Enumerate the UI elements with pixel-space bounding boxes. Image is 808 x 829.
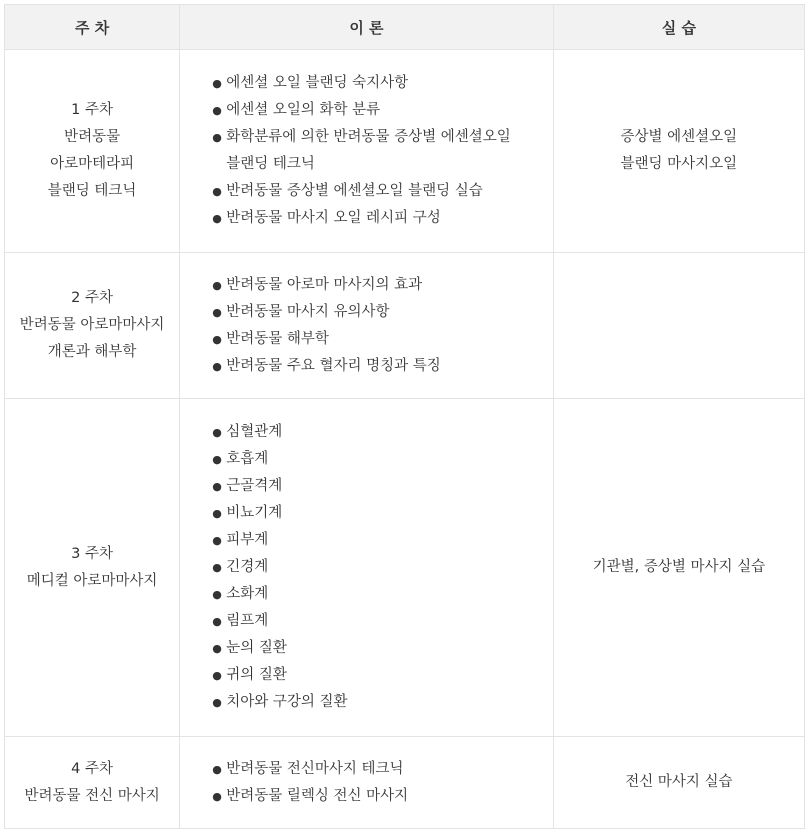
bullet-icon: ●: [212, 185, 222, 198]
theory-list: [180, 70, 544, 232]
topic-text: 반려동물 릴렉싱 전신 마사지: [226, 787, 409, 804]
list-item: [212, 635, 544, 662]
topic-text: 귀의 질환: [226, 667, 287, 683]
theory-cell: [180, 737, 553, 829]
table-body: [5, 50, 805, 829]
practice-cell: [553, 50, 804, 253]
bullet-icon: ●: [212, 762, 222, 776]
bullet-icon: ●: [212, 278, 222, 292]
list-item: [212, 178, 544, 205]
week-title-line: 블랜딩 테크닉: [47, 183, 137, 199]
theory-list: [180, 272, 544, 380]
header-week: 주 차: [5, 5, 180, 50]
topic-text: 반려동물 전신마사지 테크닉: [226, 760, 404, 777]
week-title-line: 반려동물 전신 마사지: [24, 787, 160, 804]
week-title-line: 아로마테라피: [50, 156, 135, 172]
practice-cell: [553, 737, 804, 829]
list-item: [212, 473, 544, 500]
topic-text: 반려동물 주요 혈자리 명칭과 특징: [226, 357, 441, 374]
list-item: [212, 272, 544, 299]
topic-text: 눈의 질환: [226, 640, 287, 656]
topic-text: 반려동물 해부학: [226, 330, 329, 347]
list-item: [212, 205, 544, 232]
curriculum-table: [4, 4, 805, 829]
topic-text: 반려동물 마사지 유의사항: [226, 303, 390, 320]
bullet-icon: ●: [212, 507, 222, 520]
bullet-icon: ●: [212, 426, 222, 439]
list-item: [212, 783, 544, 810]
topic-text: 소화계: [226, 586, 269, 602]
list-item: [212, 446, 544, 473]
week-cell: [5, 399, 180, 737]
week-label: 2 주차: [71, 290, 114, 306]
week-title-line: 반려동물: [64, 129, 121, 145]
practice-cell: [553, 399, 804, 737]
list-item: [212, 97, 544, 124]
bullet-icon: ●: [212, 359, 222, 373]
practice-line: 증상별 에센셜오일: [620, 129, 738, 145]
theory-cell: [180, 399, 553, 737]
practice-cell: [553, 253, 804, 399]
list-item: [212, 608, 544, 635]
bullet-icon: ●: [212, 131, 222, 144]
week-label: 3 주차: [71, 545, 114, 562]
topic-text: 반려동물 증상별 에센셜오일 블랜딩 실습: [226, 183, 483, 199]
list-item: [212, 554, 544, 581]
theory-list: [180, 419, 544, 716]
topic-text: 긴경계: [226, 559, 269, 575]
bullet-icon: ●: [212, 332, 222, 346]
list-item: [212, 299, 544, 326]
list-item: [212, 326, 544, 353]
week-title-line: 반려동물 아로마마사지: [19, 317, 165, 333]
bullet-icon: ●: [212, 104, 222, 117]
topic-text: 에센셜 오일 블랜딩 숙지사항: [226, 75, 409, 91]
theory-cell: [180, 50, 553, 253]
topic-text: 에센셜 오일의 화학 분류: [226, 102, 381, 118]
theory-list: [180, 756, 544, 810]
topic-text: 화학분류에 의한 반려동물 증상별 에센셜오일: [226, 129, 511, 145]
table-row: [5, 253, 805, 399]
bullet-icon: ●: [212, 305, 222, 319]
topic-text: 블랜딩 테크닉: [226, 156, 315, 172]
table-row: [5, 737, 805, 829]
bullet-icon: ●: [212, 212, 222, 225]
topic-text: 심혈관계: [226, 424, 283, 440]
week-title-line: 메디컬 아로마마사지: [26, 572, 158, 589]
bullet-icon: ●: [212, 480, 222, 493]
bullet-icon: ●: [212, 77, 222, 90]
bullet-icon: ●: [212, 696, 222, 709]
list-item: [212, 689, 544, 716]
bullet-icon: ●: [212, 789, 222, 803]
week-cell: [5, 737, 180, 829]
list-item: [212, 353, 544, 380]
bullet-icon: ●: [212, 588, 222, 601]
week-label: 1 주차: [71, 102, 114, 118]
topic-text: 피부계: [226, 532, 269, 548]
list-item: [212, 662, 544, 689]
theory-cell: [180, 253, 553, 399]
topic-text: 반려동물 마사지 오일 레시피 구성: [226, 210, 441, 226]
topic-text: 근골격계: [226, 478, 283, 494]
bullet-icon: ●: [212, 669, 222, 682]
header-theory: 이 론: [180, 5, 553, 50]
bullet-icon: ●: [212, 642, 222, 655]
list-item: [212, 527, 544, 554]
topic-text: 호흡계: [226, 451, 269, 467]
topic-text: 림프계: [226, 613, 269, 629]
topic-text: 비뇨기계: [226, 505, 283, 521]
table-row: [5, 50, 805, 253]
week-cell: [5, 253, 180, 399]
practice-line: 전신 마사지 실습: [625, 774, 733, 790]
week-title-line: 개론과 해부학: [47, 344, 137, 360]
list-item: [212, 581, 544, 608]
topic-text: 치아와 구강의 질환: [226, 694, 348, 710]
list-item: [212, 124, 544, 178]
table-row: [5, 399, 805, 737]
week-cell: [5, 50, 180, 253]
practice-line: 블랜딩 마사지오일: [620, 156, 738, 172]
bullet-icon: ●: [212, 615, 222, 628]
list-item: [212, 756, 544, 783]
header-practice: 실 습: [553, 5, 804, 50]
header-row: [5, 5, 805, 50]
bullet-icon: ●: [212, 453, 222, 466]
list-item: [212, 500, 544, 527]
list-item: [212, 419, 544, 446]
table-header: [5, 5, 805, 50]
bullet-icon: ●: [212, 561, 222, 574]
bullet-icon: ●: [212, 534, 222, 547]
practice-line: 기관별, 증상별 마사지 실습: [592, 559, 766, 575]
topic-text: 반려동물 아로마 마사지의 효과: [226, 276, 423, 293]
week-label: 4 주차: [71, 760, 114, 777]
list-item: [212, 70, 544, 97]
